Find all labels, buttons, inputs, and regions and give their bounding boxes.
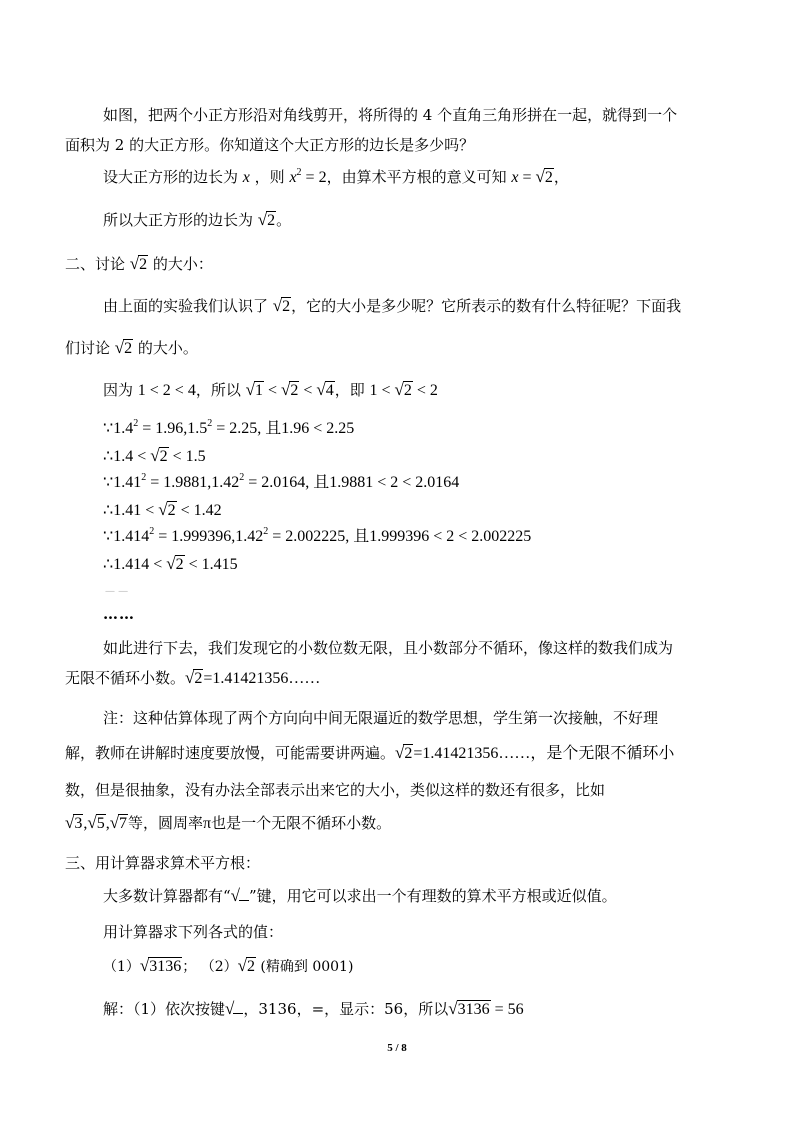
math-line-6: ∴1.414 < √2 < 1.415: [103, 554, 238, 573]
sqrt-2: √2: [158, 500, 176, 519]
note-line2: [65, 743, 674, 764]
text: 三、用计算器求算术平方根：: [65, 854, 261, 872]
sqrt-2: √2: [114, 338, 133, 357]
text: ，即: [334, 381, 370, 399]
exercise-items: [103, 956, 353, 977]
text: 面积为 2 的大正方形。你知道这个大正方形的边长是多少吗？: [65, 136, 475, 154]
text: 的大小：: [148, 255, 213, 273]
text: 无限不循环小数。: [65, 669, 186, 687]
faint-mark: — —: [105, 586, 129, 597]
math-text: = 2: [301, 169, 327, 186]
text: (精确到 0001): [255, 959, 354, 975]
text: 解：（1）依次按键: [103, 1000, 226, 1018]
exponent: 2: [296, 167, 302, 178]
sqrt-key-symbol: √: [231, 888, 249, 905]
text: 们讨论: [65, 339, 115, 357]
math-text: =1.41421356……: [203, 670, 321, 687]
pi-symbol: π: [203, 815, 212, 832]
note-line4: √3,√5,√7等，圆周率π也是一个无限不循环小数。: [65, 813, 392, 832]
text: ”键，用它可以求出一个有理数的算术平方根或近似值。: [249, 887, 617, 905]
paragraph-intro-line2: [65, 135, 474, 155]
math-line-3: $\because 1.41^2 = 1.9881,1.42^2 = 2.0164$, 且1.9881 < 2 < 2.0164: [103, 472, 460, 491]
math-text: =1.41421356……，是个无限不循环小: [413, 745, 675, 762]
text: （1）: [103, 959, 140, 975]
text: 解，教师在讲解时速度要放慢，可能需要讲两遍。: [65, 744, 396, 762]
text: ，则: [249, 168, 290, 186]
paragraph-exercise: [103, 922, 283, 942]
sqrt-2: √2: [257, 210, 276, 229]
text: 等，圆周率: [128, 814, 204, 832]
text: 数，但是很抽象，没有办法全部表示出来它的大小，类似这样的数还有很多，比如: [65, 781, 606, 799]
text: 由上面的实验我们认识了: [103, 297, 273, 315]
paragraph-discussion-line1: [103, 296, 681, 317]
sqrt-2: √2: [166, 554, 184, 573]
math-line-5: $\because 1.414^2 = 1.999396,1.42^2 = 2.002225$, 且1.999396 < 2 < 2.002225: [103, 526, 532, 545]
math-line-4: ∴1.41 < √2 < 1.42: [103, 500, 222, 519]
paragraph-solution: 解：（1）依次按键√ ，3136，=，显示：56，所以√3136 = 56: [103, 999, 524, 1018]
sqrt-2: √2: [394, 380, 412, 399]
text: ，所以: [195, 381, 246, 399]
paragraph-irrational-line2: [65, 668, 320, 689]
paragraph-side-length: [103, 167, 569, 188]
text: 。: [276, 211, 292, 229]
sqrt-3136: √3136: [448, 999, 490, 1018]
text: 大多数计算器都有“: [103, 887, 231, 905]
paragraph-conclusion: [103, 210, 291, 231]
sqrt-3136: √3136: [139, 956, 182, 975]
text: 二、讨论: [65, 255, 130, 273]
sqrt-2: √2: [129, 254, 148, 273]
note-line1: [103, 708, 658, 728]
math-text: 1 < 2 < 4: [137, 382, 196, 399]
sqrt-2: √2: [395, 743, 413, 762]
math-line-1: $\because 1.4^2 = 1.96,1.5^2 = 2.25$, 且1.96 < 2.25: [103, 418, 355, 437]
variable-x: x: [242, 169, 250, 186]
text: 因为: [103, 381, 138, 399]
text: 所以大正方形的边长为: [103, 211, 258, 229]
variable-x: x: [511, 169, 519, 186]
text: ，由算术平方根的意义可知: [326, 168, 512, 186]
paragraph-intro-line1: [103, 105, 677, 125]
text: ，: [553, 168, 569, 186]
paragraph-inequality: 因为 1 < 2 < 4，所以 √1 < √2 < √4，即 1 < √2 < 2: [103, 380, 438, 399]
note-line3: [65, 780, 605, 800]
paragraph-discussion-line2: [65, 338, 198, 359]
text: ，3136，=，显示：56，所以: [243, 1000, 449, 1018]
sqrt-2: √2: [272, 296, 291, 315]
text: 设大正方形的边长为: [103, 168, 243, 186]
sqrt-1: √1: [245, 380, 263, 399]
sqrt-2: √2: [535, 167, 553, 186]
text: 注：这种估算体现了两个方向向中间无限逼近的数学思想，学生第一次接触，不好理: [103, 709, 659, 727]
text: 如此进行下去，我们发现它的小数位数无限，且小数部分不循环，像这样的数我们成为: [103, 639, 674, 657]
variable-x: x: [289, 169, 297, 186]
page-number: 5 / 8: [387, 1042, 407, 1054]
sqrt-2: √2: [150, 446, 168, 465]
section-heading-3: [65, 853, 260, 873]
ellipsis: ……: [103, 605, 135, 623]
sqrt-7: √7: [109, 813, 128, 832]
sqrt-2: √2: [185, 668, 203, 687]
text: 的大小。: [133, 339, 198, 357]
paragraph-calculator: [103, 886, 617, 907]
text: 如图，把两个小正方形沿对角线剪开，将所得的 4 个直角三角形拼在一起，就得到一个: [103, 106, 678, 124]
section-heading-2: [65, 254, 213, 275]
sqrt-2: √2: [237, 956, 255, 975]
sqrt-2: √2: [280, 380, 299, 399]
sqrt-5: √5: [87, 813, 105, 832]
math-text: =: [518, 169, 536, 186]
text: 用计算器求下列各式的值：: [103, 923, 284, 941]
sqrt-3: √3: [65, 813, 83, 832]
text: 也是一个无限不循环小数。: [211, 814, 392, 832]
text: ，它的大小是多少呢？它所表示的数有什么特征呢？下面我: [291, 297, 682, 315]
text: ； （2）: [182, 959, 238, 975]
sqrt-4: √4: [316, 380, 334, 399]
math-line-2: ∴1.4 < √2 < 1.5: [103, 446, 206, 465]
sqrt-key-symbol: √: [225, 1001, 243, 1018]
paragraph-irrational-line1: [103, 638, 673, 658]
